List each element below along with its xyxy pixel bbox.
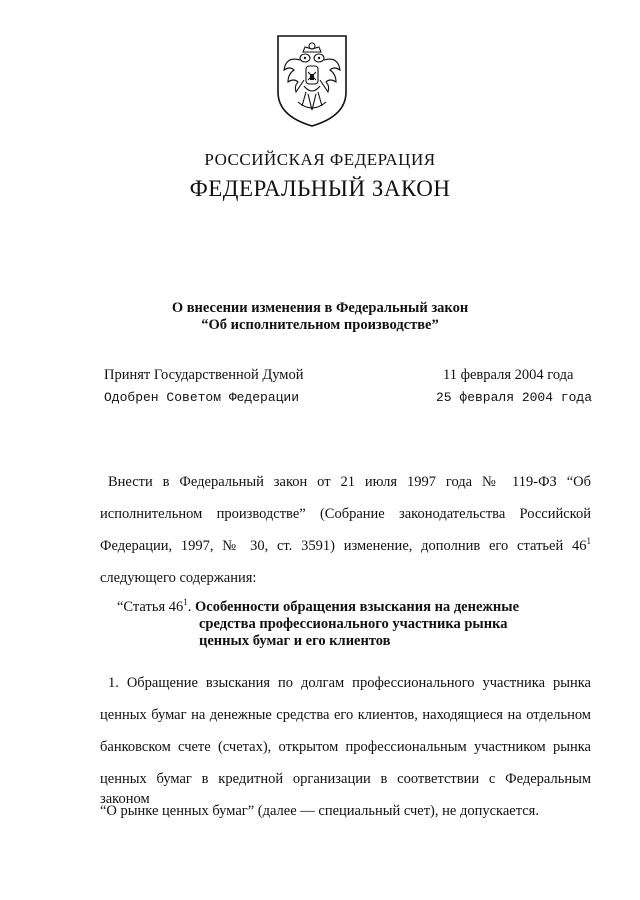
adopted-duma-date: 11 февраля 2004 года — [443, 367, 574, 383]
article-heading — [117, 599, 597, 650]
law-type-heading: ФЕДЕРАЛЬНЫЙ ЗАКОН — [189, 176, 451, 201]
article-heading-line-3: ценных бумаг и его клиентов — [199, 633, 391, 649]
item-1-paragraph — [100, 673, 591, 833]
article-label: “Статья 46 — [117, 599, 184, 615]
item-1-line-2: ценных бумаг на денежные средства его клиентов, находящиеся на отдельном — [100, 707, 591, 723]
intro-paragraph — [100, 472, 591, 600]
country-heading: РОССИЙСКАЯ ФЕДЕРАЦИЯ — [204, 150, 436, 169]
approved-council-date: 25 февраля 2004 года — [436, 390, 593, 405]
item-1-line-3: банковском счете (счетах), открытом профессиональным участником рынка — [100, 739, 591, 755]
article-superscript: 1 — [183, 597, 188, 607]
intro-line-3-text: Федерации, 1997, № 30, ст. 3591) изменение, дополнив его статьей 46 — [100, 538, 587, 554]
coat-of-arms-emblem — [272, 30, 352, 130]
item-1-line-5: “О рынке ценных бумаг” (далее — специальный счет), не допускается. — [100, 803, 539, 819]
intro-line-4: следующего содержания: — [100, 570, 257, 586]
law-title-line-1: О внесении изменения в Федеральный закон — [171, 300, 469, 316]
article-heading-line-2: средства профессионального участника рынка — [199, 616, 508, 632]
intro-line-1: Внести в Федеральный закон от 21 июля 1997 года № 119-ФЗ “Об — [108, 474, 591, 490]
law-title-line-2: “Об исполнительном производстве” — [201, 317, 439, 333]
law-title — [0, 300, 640, 334]
approved-council-label: Одобрен Советом Федерации — [104, 390, 300, 405]
item-1-line-1: 1. Обращение взыскания по долгам профессионального участника рынка — [108, 675, 591, 691]
intro-line-2: исполнительном производстве” (Собрание законодательства Российской — [100, 506, 591, 522]
intro-superscript: 1 — [586, 536, 591, 546]
intro-line-3 — [100, 536, 591, 568]
article-heading-line-1: Особенности обращения взыскания на денежные — [194, 599, 520, 615]
article-label-dot: . — [187, 599, 195, 615]
item-1-line-4: ценных бумаг в кредитной организации в соответствии с Федеральным законом — [100, 771, 591, 807]
adopted-duma-label: Принят Государственной Думой — [104, 367, 304, 383]
